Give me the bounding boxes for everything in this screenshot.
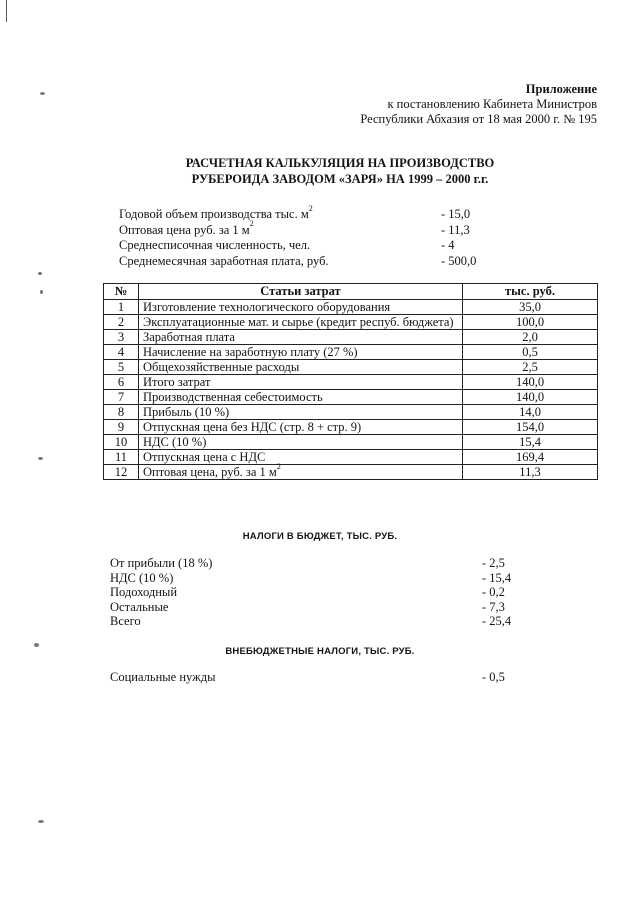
header-cost-item: Статьи затрат [139,284,463,300]
cost-table-header [104,284,598,300]
header-value: тыс. руб. [463,284,598,300]
table-row [104,375,598,390]
row-cost-item-text: Изготовление технологического оборудования [143,300,391,314]
row-value: 154,0 [463,420,598,435]
row-value: 140,0 [463,390,598,405]
tax-row [110,585,530,600]
row-cost-item [139,345,463,360]
row-cost-item-text: Общехозяйственные расходы [143,360,300,374]
row-cost-item-text: Итого затрат [143,375,211,389]
row-cost-item [139,420,463,435]
tax-value: - 25,4 [482,614,512,628]
parameter-value: - 11,3 [441,222,470,237]
parameter-label [119,203,313,223]
budget-taxes-list [110,556,530,629]
row-cost-item-text: Эксплуатационные мат. и сырье (кредит респуб. бюджета) [143,315,454,329]
row-number: 5 [104,360,139,375]
row-cost-item-text: Оптовая цена, руб. за 1 м [143,465,277,479]
table-row [104,465,598,480]
tax-value: - 0,2 [482,585,505,599]
tax-label: Социальные нужды [110,670,216,684]
row-cost-item [139,461,463,480]
table-row [104,435,598,450]
offbudget-taxes-list [110,670,530,685]
row-cost-item [139,390,463,405]
appendix-title: Приложение [525,82,597,96]
scan-speck [34,643,39,647]
table-row [104,360,598,375]
appendix-block [360,82,597,127]
row-number: 9 [104,420,139,435]
parameter-row [119,254,539,270]
offbudget-taxes-title: ВНЕБЮДЖЕТНЫЕ НАЛОГИ, ТЫС. РУБ. [225,646,415,657]
parameter-label-superscript: 2 [249,219,254,229]
parameter-label [119,219,254,239]
scan-speck [40,92,45,95]
parameter-label-superscript: 2 [308,203,313,213]
tax-value: - 0,5 [482,670,505,684]
row-cost-item-superscript: 2 [276,461,281,471]
row-value: 11,3 [463,465,598,480]
parameter-label-text: Оптовая цена руб. за 1 м [119,222,250,237]
scan-speck [40,290,43,294]
row-number: 2 [104,315,139,330]
tax-value: - 7,3 [482,599,505,614]
scan-speck [38,457,43,460]
row-value: 100,0 [463,315,598,330]
scan-speck [38,820,44,823]
tax-label: Подоходный [110,585,178,599]
row-cost-item [139,360,463,375]
document-title-line-2: РУБЕРОИДА ЗАВОДОМ «ЗАРЯ» НА 1999 – 2000 г.г. [191,172,489,186]
parameter-value: - 500,0 [441,253,477,268]
tax-row [110,614,530,629]
production-parameters [119,203,539,269]
parameter-label-text: Среднесписочная численность, чел. [119,238,311,252]
row-number: 7 [104,390,139,405]
row-cost-item-text: Отпускная цена без НДС (стр. 8 + стр. 9) [143,420,362,434]
row-number: 1 [104,300,139,315]
tax-label: Остальные [110,599,169,614]
appendix-line-2: Республики Абхазия от 18 мая 2000 г. № 195 [360,112,597,126]
parameter-label-text: Годовой объем производства тыс. м [119,207,309,221]
row-cost-item-text: Начисление на заработную плату (27 %) [143,345,358,359]
row-cost-item [139,375,463,390]
parameter-value: - 15,0 [441,207,471,221]
row-value: 140,0 [463,375,598,390]
row-cost-item [139,435,463,450]
tax-label: НДС (10 %) [110,570,174,585]
budget-taxes-title: НАЛОГИ В БЮДЖЕТ, ТЫС. РУБ. [242,531,398,542]
row-cost-item-text: Производственная себестоимость [143,390,323,404]
row-cost-item [139,300,463,315]
tax-row [110,600,530,615]
row-number: 10 [104,435,139,450]
parameter-row [119,219,539,239]
tax-value: - 15,4 [482,570,512,585]
table-row [104,330,598,345]
header-number: № [104,284,139,300]
parameter-label [119,254,329,270]
table-row [104,315,598,330]
parameter-value: - 4 [441,238,455,252]
row-number: 3 [104,330,139,345]
row-number: 12 [104,465,139,480]
table-row [104,420,598,435]
parameter-label [119,238,310,254]
row-value: 0,5 [463,345,598,360]
tax-label: От прибыли (18 %) [110,556,213,570]
row-cost-item-text: Отпускная цена с НДС [143,450,266,464]
row-cost-item-text: НДС (10 %) [143,435,207,449]
row-cost-item-text: Прибыль (10 %) [143,405,230,419]
parameter-row [119,203,539,223]
tax-label: Всего [110,614,141,628]
appendix-line-1: к постановлению Кабинета Министров [387,97,597,111]
scan-speck [38,272,42,275]
row-number: 4 [104,345,139,360]
tax-row [110,556,530,571]
document-title-line-1: РАСЧЕТНАЯ КАЛЬКУЛЯЦИЯ НА ПРОИЗВОДСТВО [185,156,495,170]
row-value: 2,0 [463,330,598,345]
table-row [104,390,598,405]
row-cost-item [139,450,463,465]
table-row [104,450,598,465]
cost-table [103,283,598,480]
table-row [104,300,598,315]
tax-row [110,670,530,685]
row-value: 169,4 [463,450,598,465]
row-value: 14,0 [463,405,598,420]
row-value: 35,0 [463,300,598,315]
row-cost-item [139,315,463,330]
table-row [104,345,598,360]
table-row [104,405,598,420]
parameter-row [119,238,539,254]
parameter-label-text: Среднемесячная заработная плата, руб. [119,253,329,268]
row-value: 15,4 [463,435,598,450]
row-cost-item [139,405,463,420]
tax-value: - 2,5 [482,556,505,570]
row-cost-item-text: Заработная плата [143,330,235,344]
row-number: 8 [104,405,139,420]
scan-edge-mark [6,0,7,22]
row-number: 11 [104,450,139,465]
row-value: 2,5 [463,360,598,375]
row-cost-item [139,330,463,345]
tax-row [110,571,530,586]
row-number: 6 [104,375,139,390]
document-title [100,155,580,187]
